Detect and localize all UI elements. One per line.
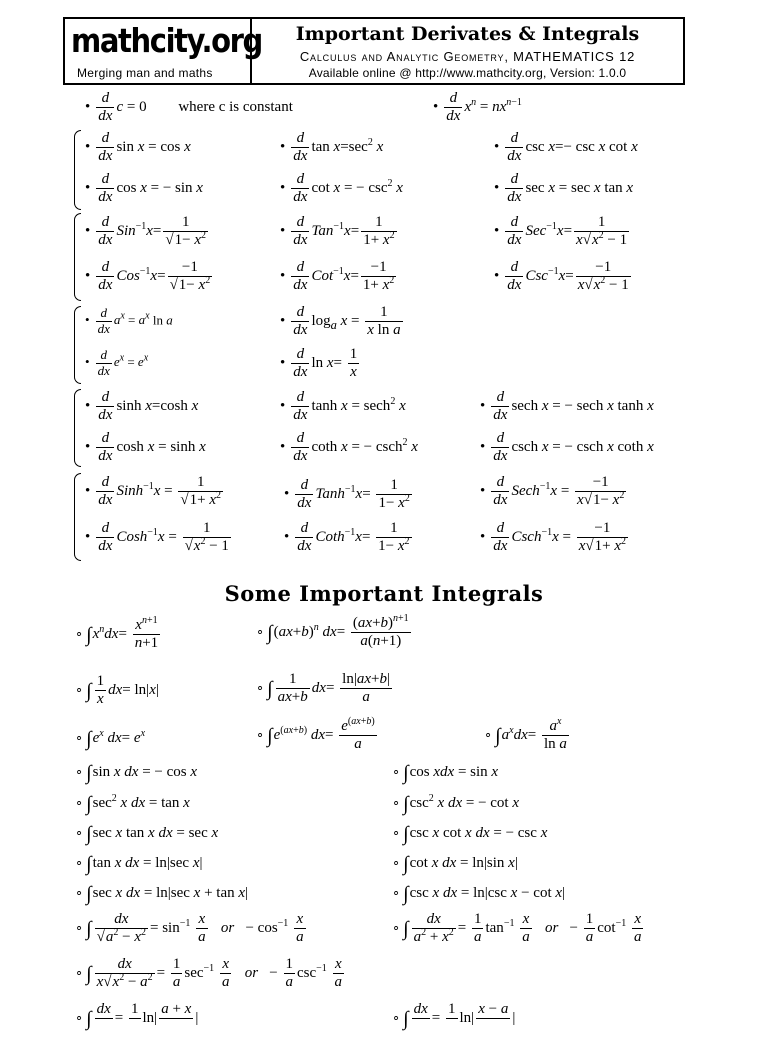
formula-int-tan: ∘ ∫tan x dx = ln|sec x| (75, 853, 203, 875)
formula-int-csc: ∘ ∫csc x dx = ln|csc x − cot x| (392, 883, 566, 905)
formula-d-cosh: • $\frac{d}{dx}$ cosh x = sinh x (85, 430, 206, 465)
formula-int-partial-a-plus-x: ∘ ∫ dx = 1 ln| a + x | (75, 1001, 199, 1031)
brace-group (74, 213, 81, 301)
brace-group (74, 306, 81, 384)
formula-int-ax: ∘ $\int a^xdx=$ $\frac{a^x}{\text{ln a}}$ (484, 716, 567, 753)
formula-d-arccosh: • $\frac{d}{dx}$ Cosh$^{-1}$x = $\frac{1}{√x^2 - 1}$ (85, 520, 229, 555)
formula-d-ln: • $\frac{d}{dx}$ ln x= $\frac{1}{x}$ (280, 346, 358, 381)
formula-d-arcsec: • $\frac{d}{dx}$ Sec$^{-1}$x= $\frac{1}{x√x^2 - 1}$ (494, 214, 628, 249)
formula-d-cot: • $\frac{d}{dx}$ cot x = − $\csc^2 x$ (280, 171, 403, 206)
formula-d-ax: • $\frac{d}{dx}$ $a^x = a^x$ ln a (85, 305, 173, 336)
formula-int-arcsin: ∘ ∫ $\frac{dx}{√a^2 - x^2}$ = $\sin^{-1}$ $\frac{x}{a}$ or − $\cos^{-1}$ $\frac{x}{a}$ (75, 911, 304, 946)
formula-d-cos: • $\frac{d}{dx}$ cos x = − sin x (85, 171, 203, 206)
formula-int-cos: ∘ ∫cos xdx = sin x (392, 762, 499, 784)
constant-note: where c is constant (178, 99, 293, 116)
formula-d-arctanh: • $\frac{d}{dx}$ Tanh$^{-1}$x= $\frac{1}{1- x^2}$ (284, 477, 410, 512)
formula-d-tanh: • $\frac{d}{dx}$ tanh x = sech$^2$ x (280, 389, 406, 424)
page-title: Important Derivates & Integrals (295, 23, 640, 45)
or-text: or (244, 965, 259, 982)
formula-int-arctan: ∘ ∫ $\frac{dx}{a^2 + x^2}$ = $\frac{1}{a}$ $\tan^{-1}$ $\frac{x}{a}$ or − $\frac{1}{a}$ $\cot^{-1}$ $\frac{x}{a}$ (392, 911, 642, 946)
formula-int-axb-n: ∘ $\int(ax+b)^n$ dx= $\frac{(ax+b)^{n+1}}{a(n+1)}$ (256, 613, 409, 650)
formula-d-sinh: • $\frac{d}{dx}$ sinh x=cosh x (85, 389, 199, 424)
header-box (63, 17, 685, 85)
formula-int-ex: ∘ $\int e^x$ $dx= e^x$ (75, 728, 146, 750)
formula-d-csch: • $\frac{d}{dx}$ csch x = − csch x coth x (480, 430, 654, 465)
formula-d-arccos: • $\frac{d}{dx}$ Cos$^{-1}$x= $\frac{-1}{√1- x^2}$ (85, 259, 211, 294)
formula-int-1-over-x: ∘ ∫ $\frac{1}{x}$ dx= ln|x| (75, 673, 159, 708)
formula-int-sec2: ∘ $\int\sec^2$ x dx = tan x (75, 793, 190, 815)
formula-d-sec: • $\frac{d}{dx}$ sec x = sec x tan x (494, 171, 634, 206)
header-logo-panel (65, 19, 262, 83)
formula-d-arccoth: • $\frac{d}{dx}$ Coth$^{-1}$x= $\frac{1}{1- x^2}$ (284, 520, 410, 555)
site-logo[interactable]: mathcity.org (71, 21, 262, 60)
formula-int-sin: ∘ ∫sin x dx = − cos x (75, 762, 198, 784)
formula-d-ex: • $\frac{d}{dx}$ $e^x = e^x$ (85, 347, 149, 378)
or-text: or (220, 920, 235, 937)
formula-int-xn: ∘ $\int x^ndx=$ $\frac{x^{n+1}}{n+1}$ (75, 615, 159, 652)
formula-int-arcsec: ∘ ∫ $\frac{dx}{x√x^2 - a^2}$ = $\frac{1}{a}$ $\sec^{-1}$ $\frac{x}{a}$ or − $\frac{1}{a}$ $\csc^{-1}$ $\frac{x}{a}$ (75, 956, 343, 991)
formula-d-arcsech: • $\frac{d}{dx}$ Sech$^{-1}$x = $\frac{-1}{x√1- x^2}$ (480, 474, 625, 509)
brace-group (74, 130, 81, 210)
formula-d-arccot: • $\frac{d}{dx}$ Cot$^{-1}$x= $\frac{-1}{1+ x^2}$ (280, 259, 395, 294)
formula-d-tan: • $\frac{d}{dx}$ $\tan x=\sec^2$ x (280, 130, 384, 165)
brace-group (74, 473, 81, 561)
brace-group (74, 389, 81, 467)
formula-d-sech: • $\frac{d}{dx}$ sech x = − sech x tanh x (480, 389, 654, 424)
formula-int-sec-tan: ∘ ∫sec x tan x dx = sec x (75, 823, 219, 845)
formula-int-csc-cot: ∘ ∫csc x cot x dx = − csc x (392, 823, 548, 845)
formula-int-e-axb: ∘ $\int e^{(ax+b)}$ dx= $\frac{e^{(ax+b)}}{a}$ (256, 716, 375, 753)
tagline: Merging man and maths (77, 66, 213, 80)
formula-int-sec: ∘ ∫sec x dx = ln|sec x + tan x| (75, 883, 249, 905)
formula-d-sin: • $\frac{d}{dx}$ sin x = cos x (85, 130, 191, 165)
formula-derivative-power: • $\frac{d}{dx}$ $x^n = nx^{n-1}$ (433, 90, 522, 125)
formula-d-arcsinh: • $\frac{d}{dx}$ Sinh$^{-1}$x = $\frac{1}{√1+ x^2}$ (85, 474, 222, 509)
formula-d-coth: • $\frac{d}{dx}$ coth x = − csch$^2$ x (280, 430, 418, 465)
or-text: or (544, 920, 559, 937)
formula-derivative-constant: • $\frac{d}{dx}$ c = 0 where c is constant (85, 90, 293, 125)
availability-note: Available online @ http://www.mathcity.org, Version: 1.0.0 (308, 66, 627, 80)
formula-d-arccsch: • $\frac{d}{dx}$ Csch$^{-1}$x = $\frac{-1}{x√1+ x^2}$ (480, 520, 627, 555)
formula-d-arctan: • $\frac{d}{dx}$ Tan$^{-1}$x= $\frac{1}{1+ x^2}$ (280, 214, 395, 249)
formula-d-arccsc: • $\frac{d}{dx}$ Csc$^{-1}$x= $\frac{-1}{x√x^2 - 1}$ (494, 259, 629, 294)
integrals-section-title: Some Important Integrals (224, 581, 544, 606)
formula-d-arcsin: • $\frac{d}{dx}$ Sin$^{-1}$x= $\frac{1}{√1- x^2}$ (85, 214, 207, 249)
formula-int-cot: ∘ ∫cot x dx = ln|sin x| (392, 853, 518, 875)
formula-d-csc: • $\frac{d}{dx}$ csc x=− csc x cot x (494, 130, 638, 165)
formula-int-csc2: ∘ $\int\csc^2$ x dx = − cot x (392, 793, 520, 815)
formula-int-1-over-axb: ∘ ∫ $\frac{1}{ax+b}$ dx= $\frac{\ln|ax+b|}{a}$ (256, 671, 390, 706)
formula-d-loga: • $\frac{d}{dx}$ $\log_a x$ = $\frac{1}{\text{x ln a}}$ (280, 304, 401, 339)
page-subtitle: Calculus and Analytic Geometry, MATHEMATICS 12 (299, 49, 636, 64)
formula-int-partial-x-minus-a: ∘ ∫ dx = 1 ln| x − a | (392, 1001, 516, 1031)
